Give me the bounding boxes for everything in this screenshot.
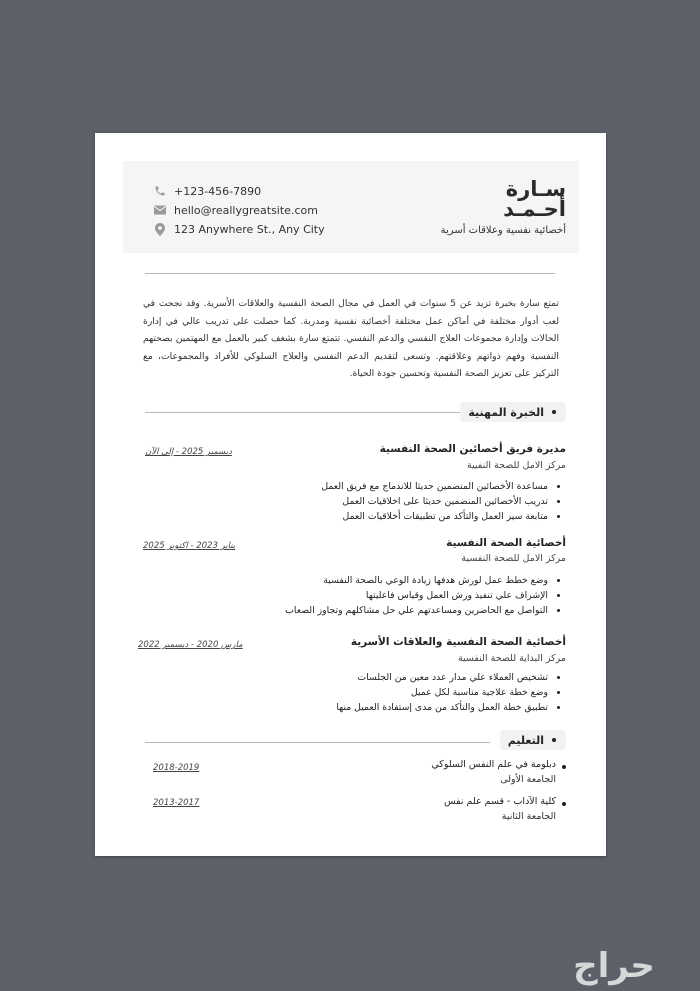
profile-summary: تمتع سارة بخبرة تزيد عن 5 سنوات في العمل في مجال الصحة النفسية والعلاقات الأسرية. وقد نجحت في لعب أدوار مختلفة في أماكن عمل مختلفة أخصائية نفسية ومدربة. كما حصلت على تدريب عالي في إدارة الحالات وإدارة مجموعات العلاج النفسي والدعم النفسي. تتمتع سارة بشغف كبير بالعمل مع المهتمين بصحتهم النفسية وفهم ذواتهم وعلاقتهم. وتسعى لتقديم الدعم النفسي والعلاج السلوكي للأفراد والمجموعات، مع التركيز على تعزيز الصحة النفسية وتحسين جودة الحياة. xyxy=(143,298,559,379)
edu-1-school: الجامعة الأولى xyxy=(500,774,556,785)
address-text: 123 Anywhere St., Any City xyxy=(174,222,325,236)
list-item: • التواصل مع الحاضرين ومساعدتهم علي حل مشاكلهم وتجاوز الصعاب xyxy=(285,603,548,618)
list-item: • مساعدة الأخصائين المنضمين حديثا للاندماج مع فريق العمل xyxy=(321,479,548,494)
education-heading-text: التعليم xyxy=(507,733,544,747)
job-title-line: أخصائية نفسية وعلاقات أسرية xyxy=(440,225,566,236)
list-item: • متابعة سير العمل والتأكد من تطبيقات أخلاقيات العمل xyxy=(321,509,548,524)
phone-row xyxy=(153,183,261,199)
location-pin-icon xyxy=(153,222,167,236)
resume-page xyxy=(95,133,606,856)
bullet-dot-icon xyxy=(552,410,556,414)
email-text: hello@reallygreatsite.com xyxy=(174,203,318,217)
bullet-dot-icon xyxy=(552,738,556,742)
edu-1-years: 2018-2019 xyxy=(153,763,200,773)
list-item: • وضع خطة علاجية مناسبة لكل عميل xyxy=(336,685,548,700)
job-2-duties xyxy=(285,573,560,618)
name-first: سـارة xyxy=(505,177,566,201)
edu-2-degree: كلية الآداب - قسم علم نفس xyxy=(443,796,556,807)
experience-heading xyxy=(460,402,566,422)
job-3-org: مركز البداية للصحة النفسية xyxy=(457,653,566,664)
haraj-watermark-logo xyxy=(534,945,694,987)
experience-heading-text: الخبرة المهنية xyxy=(468,405,544,419)
bullet-dot-icon xyxy=(562,802,566,806)
education-divider xyxy=(145,742,490,743)
job-2-date: يناير 2023 - اكتوبر 2025 xyxy=(143,541,236,551)
address-row xyxy=(153,221,325,237)
name-last: أحـمـد xyxy=(503,197,566,221)
bullet-dot-icon xyxy=(562,765,566,769)
job-1-date: ديسمبر 2025 - إلى الآن xyxy=(145,447,232,457)
job-1-title: مديرة فريق أخصائين الصحة النفسية xyxy=(379,443,566,455)
list-item: • الإشراف علي تنفيذ ورش العمل وقياس فاعليتها xyxy=(285,588,548,603)
candidate-name xyxy=(503,179,566,219)
list-item: • تدريب الأخصائين المنضمين حديثا على اخلاقيات العمل xyxy=(321,494,548,509)
experience-divider xyxy=(145,412,465,413)
job-1-org: مركز الامل للصحة النفيية xyxy=(466,460,566,471)
job-3-title: أخصائية الصحة النفسية والعلاقات الأسرية xyxy=(350,636,566,648)
job-2-title: أخصائية الصحة النفسية xyxy=(446,537,566,549)
header-divider xyxy=(145,273,555,274)
list-item: • وضع خطط عمل لورش هدفها زيادة الوعي بالصحة النفسية xyxy=(285,573,548,588)
education-heading xyxy=(500,730,566,750)
list-item: • تطبيق خطة العمل والتأكد من مدى إستفادة العميل منها xyxy=(336,700,548,715)
job-3-date: مارس 2020 - ديسمبر 2022 xyxy=(138,640,243,650)
email-icon xyxy=(153,203,167,217)
phone-text: +123-456-7890 xyxy=(174,184,262,198)
job-2-org: مركز الامل للصحة النفسية xyxy=(461,553,566,564)
list-item: • تشخيص العملاء علي مدار عدد معين من الجلسات xyxy=(336,670,548,685)
phone-icon xyxy=(153,184,167,198)
email-row xyxy=(153,202,318,218)
edu-2-school: الجامعة الثانية xyxy=(501,811,556,822)
edu-2-years: 2013-2017 xyxy=(153,798,200,808)
watermark-text: حراج xyxy=(573,946,655,986)
job-3-duties xyxy=(336,670,560,715)
job-1-duties xyxy=(321,479,560,524)
edu-1-degree: دبلومة في علم النفس السلوكي xyxy=(431,759,556,770)
